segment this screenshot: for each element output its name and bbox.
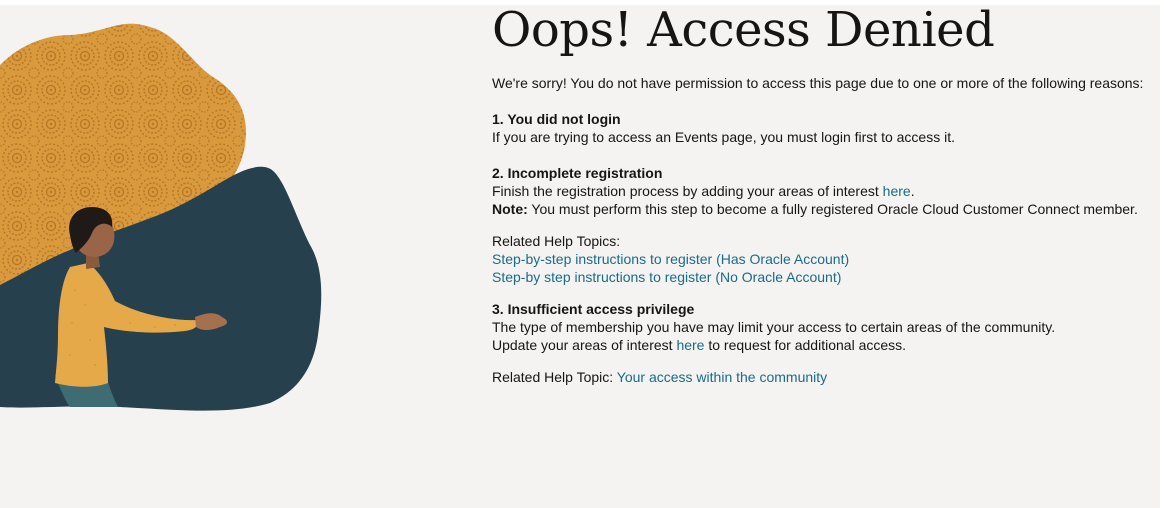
note-label: Note:: [492, 201, 528, 217]
areas-of-interest-link[interactable]: here: [882, 183, 911, 199]
main-content: [492, 5, 1152, 386]
update-interest-link[interactable]: here: [676, 337, 705, 353]
related-help-topics-label: Related Help Topics:: [492, 233, 621, 249]
related-help-topic: [492, 368, 1152, 386]
register-no-account-link[interactable]: Step-by step instructions to register (No Oracle Account): [492, 269, 842, 285]
reason-registration-text: Finish the registration process by adding your areas of interest here.: [492, 183, 915, 199]
note-text: You must perform this step to become a fully registered Oracle Cloud Customer Connect member.: [527, 201, 1138, 217]
register-has-account-link[interactable]: Step-by-step instructions to register (Has Oracle Account): [492, 251, 850, 267]
reason-privilege-heading: 3. Insufficient access privilege: [492, 301, 695, 317]
reason-privilege: [492, 300, 1152, 354]
reason-login-heading: 1. You did not login: [492, 111, 621, 127]
reason-registration: [492, 164, 1152, 218]
reason-login: [492, 110, 1152, 146]
reason-registration-heading: 2. Incomplete registration: [492, 165, 663, 181]
access-denied-page: [0, 5, 1160, 508]
registration-note: [492, 200, 1152, 218]
reason-privilege-line2: Update your areas of interest here to request for additional access.: [492, 337, 907, 353]
related-help-topic-label: Related Help Topic:: [492, 369, 617, 385]
page-title: Oops! Access Denied: [492, 5, 995, 58]
reason-privilege-line1: The type of membership you have may limit your access to certain areas of the community.: [492, 319, 1056, 335]
woman-illustration: [0, 5, 340, 425]
access-within-community-link[interactable]: Your access within the community: [616, 369, 828, 385]
intro-text: We're sorry! You do not have permission to access this page due to one or more of the following reasons:: [492, 75, 1144, 91]
related-help-topic-line: [492, 368, 1152, 386]
related-help-topics: [492, 232, 1152, 286]
reason-login-text: If you are trying to access an Events page, you must login first to access it.: [492, 129, 955, 145]
